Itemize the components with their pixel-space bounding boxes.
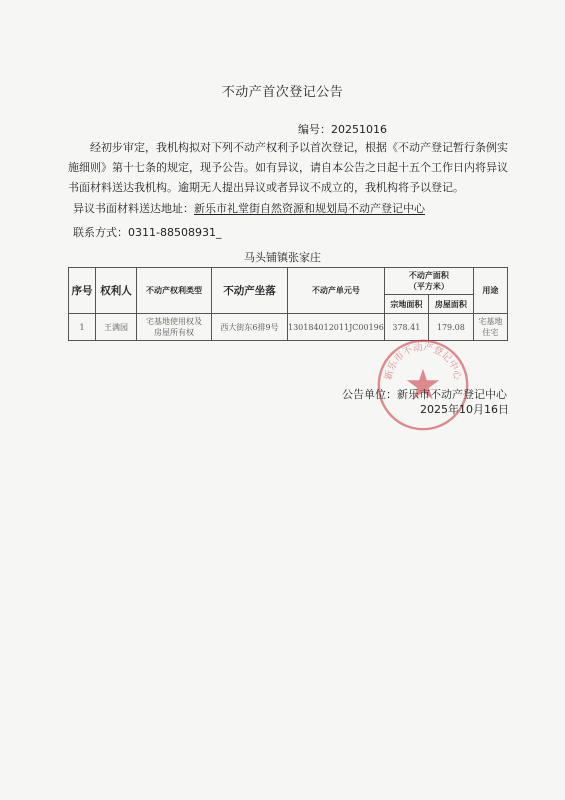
cell-building-area: 179.08 xyxy=(428,314,473,341)
document-number: 编号：20251016 xyxy=(298,123,387,136)
announcement-body: 经初步审定，我机构拟对下列不动产权利予以首次登记，根据《不动产登记暂行条例实施细则》第十七条的规定，现予公告。如有异议，请自本公告之日起十五个工作日内将异议书面材料送达我机构。逾期无人提出异议或者异议不成立的，我机构将予以登记。 xyxy=(68,141,508,194)
header-location: 不动产坐落 xyxy=(212,268,288,314)
cell-right-type xyxy=(137,314,212,341)
cell-land-area: 378.41 xyxy=(384,314,428,341)
header-owner: 权利人 xyxy=(96,268,137,314)
header-seq: 序号 xyxy=(69,268,96,314)
objection-address-value: 新乐市礼堂街自然资源和规划局不动产登记中心 xyxy=(194,202,425,215)
village-name: 马头铺镇张家庄 xyxy=(244,251,321,264)
cell-right-type-line1: 宅基地使用权及 xyxy=(146,317,202,326)
contact-info: 联系方式：0311-88508931_ xyxy=(73,226,222,239)
page-title: 不动产首次登记公告 xyxy=(221,85,344,100)
cell-right-type-line2: 房屋所有权 xyxy=(154,328,194,337)
registration-table xyxy=(68,267,508,341)
cell-location: 西大街东6排9号 xyxy=(212,314,288,341)
cell-usage xyxy=(473,314,507,341)
header-usage: 用途 xyxy=(473,268,507,314)
cell-usage-line1: 宅基地 xyxy=(478,317,503,326)
seal-text: 新乐市不动产登记中心 xyxy=(383,342,463,381)
header-unit-number: 不动产单元号 xyxy=(288,268,385,314)
header-area-title: 不动产面积 xyxy=(408,271,449,280)
objection-address xyxy=(73,200,425,216)
cell-seq: 1 xyxy=(69,314,96,341)
header-right-type: 不动产权利类型 xyxy=(137,268,212,314)
publisher-unit: 公告单位：新乐市不动产登记中心 xyxy=(342,388,507,401)
header-area-group xyxy=(384,268,473,295)
header-area-unit: （平方米） xyxy=(408,282,449,291)
table-header-row xyxy=(69,268,508,295)
official-seal xyxy=(375,337,471,433)
publish-date: 2025年10月16日 xyxy=(420,403,509,416)
cell-usage-line2: 住宅 xyxy=(482,328,499,337)
header-land-area: 宗地面积 xyxy=(384,295,428,314)
header-building-area: 房屋面积 xyxy=(428,295,473,314)
objection-address-label: 异议书面材料送达地址： xyxy=(73,202,194,215)
cell-owner: 王满园 xyxy=(96,314,137,341)
cell-unit-number: 130184012011JC00196 xyxy=(288,314,385,341)
